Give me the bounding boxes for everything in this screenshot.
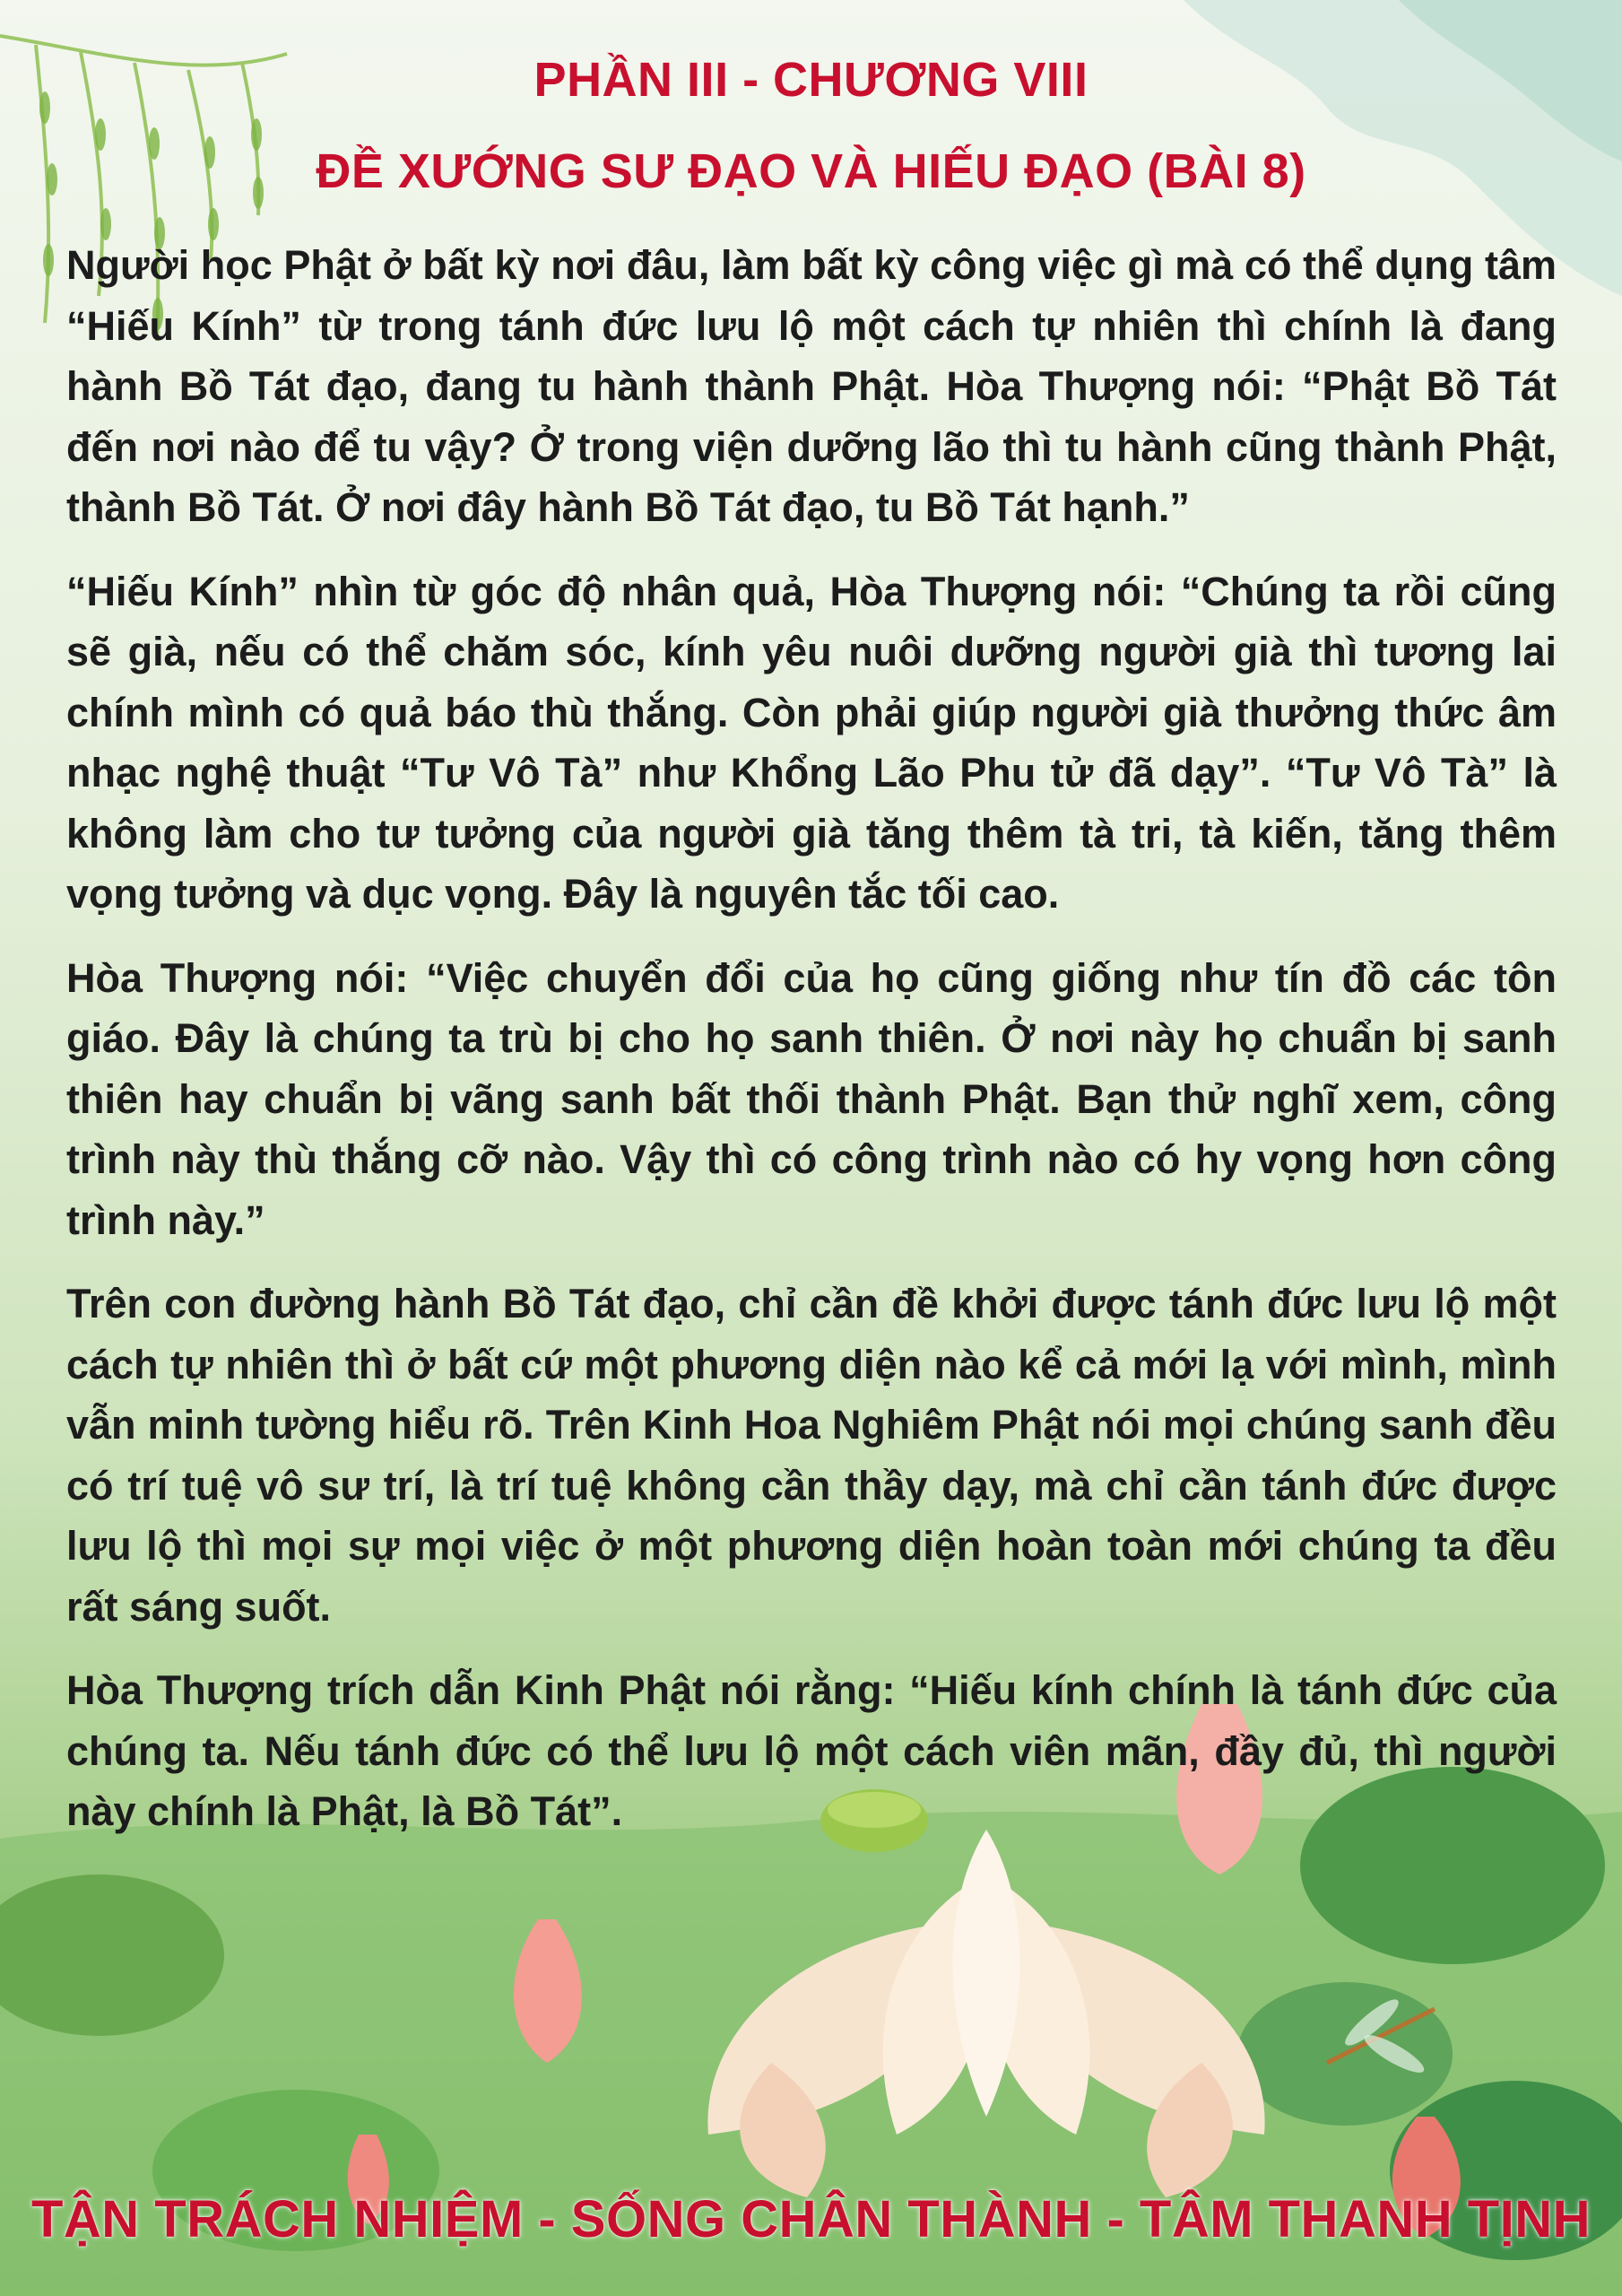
paragraph: “Hiếu Kính” nhìn từ góc độ nhân quả, Hòa Thượng nói: “Chúng ta rồi cũng sẽ già, nếu có thể chăm sóc, kính yêu nuôi dưỡng người già thì tương lai chính mình có quả báo thù thắng. Còn phải giúp người già thưởng thức âm nhạc nghệ thuật “Tư Vô Tà” như Khổng Lão Phu tử đã dạy”. “Tư Vô Tà” là không làm cho tư tưởng của người già tăng thêm tà tri, tà kiến, tăng thêm vọng tưởng và dục vọng. Đây là nguyên tắc tối cao.: [66, 568, 1557, 917]
paragraph: Trên con đường hành Bồ Tát đạo, chỉ cần đề khởi được tánh đức lưu lộ một cách tự nhiên thì ở bất cứ một phương diện nào kể cả mới lạ với mình, mình vẫn minh tường hiểu rõ. Trên Kinh Hoa Nghiêm Phật nói mọi chúng sanh đều có trí tuệ vô sư trí, là trí tuệ không cần thầy dạy, mà chỉ cần tánh đức được lưu lộ thì mọi sự mọi việc ở một phương diện hoàn toàn mới chúng ta đều rất sáng suốt.: [66, 1281, 1557, 1630]
part-chapter-heading: PHẦN III - CHƯƠNG VIII: [533, 53, 1089, 107]
paragraph: Hòa Thượng trích dẫn Kinh Phật nói rằng: “Hiếu kính chính là tánh đức của chúng ta. Nếu tánh đức có thể lưu lộ một cách viên mãn, đầy đủ, thì người này chính là Phật, là Bồ Tát”.: [66, 1667, 1557, 1834]
article-body: [66, 235, 1557, 1866]
footer-slogan: TẬN TRÁCH NHIỆM - SỐNG CHÂN THÀNH - TÂM THANH TỊNH: [30, 2190, 1592, 2248]
paragraph: Người học Phật ở bất kỳ nơi đâu, làm bất kỳ công việc gì mà có thể dụng tâm “Hiếu Kính” từ trong tánh đức lưu lộ một cách tự nhiên thì chính là đang hành Bồ Tát đạo, đang tu hành thành Phật. Hòa Thượng nói: “Phật Bồ Tát đến nơi nào để tu vậy? Ở trong viện dưỡng lão thì tu hành cũng thành Phật, thành Bồ Tát. Ở nơi đây hành Bồ Tát đạo, tu Bồ Tát hạnh.”: [66, 242, 1557, 530]
paragraph: Hòa Thượng nói: “Việc chuyển đổi của họ cũng giống như tín đồ các tôn giáo. Đây là chúng ta trù bị cho họ sanh thiên. Ở nơi này họ chuẩn bị sanh thiên hay chuẩn bị vãng sanh bất thối thành Phật. Bạn thử nghĩ xem, công trình này thù thắng cỡ nào. Vậy thì có công trình nào có hy vọng hơn công trình này.”: [66, 954, 1557, 1243]
page-title: ĐỀ XƯỚNG SƯ ĐẠO VÀ HIẾU ĐẠO (BÀI 8): [316, 144, 1306, 198]
